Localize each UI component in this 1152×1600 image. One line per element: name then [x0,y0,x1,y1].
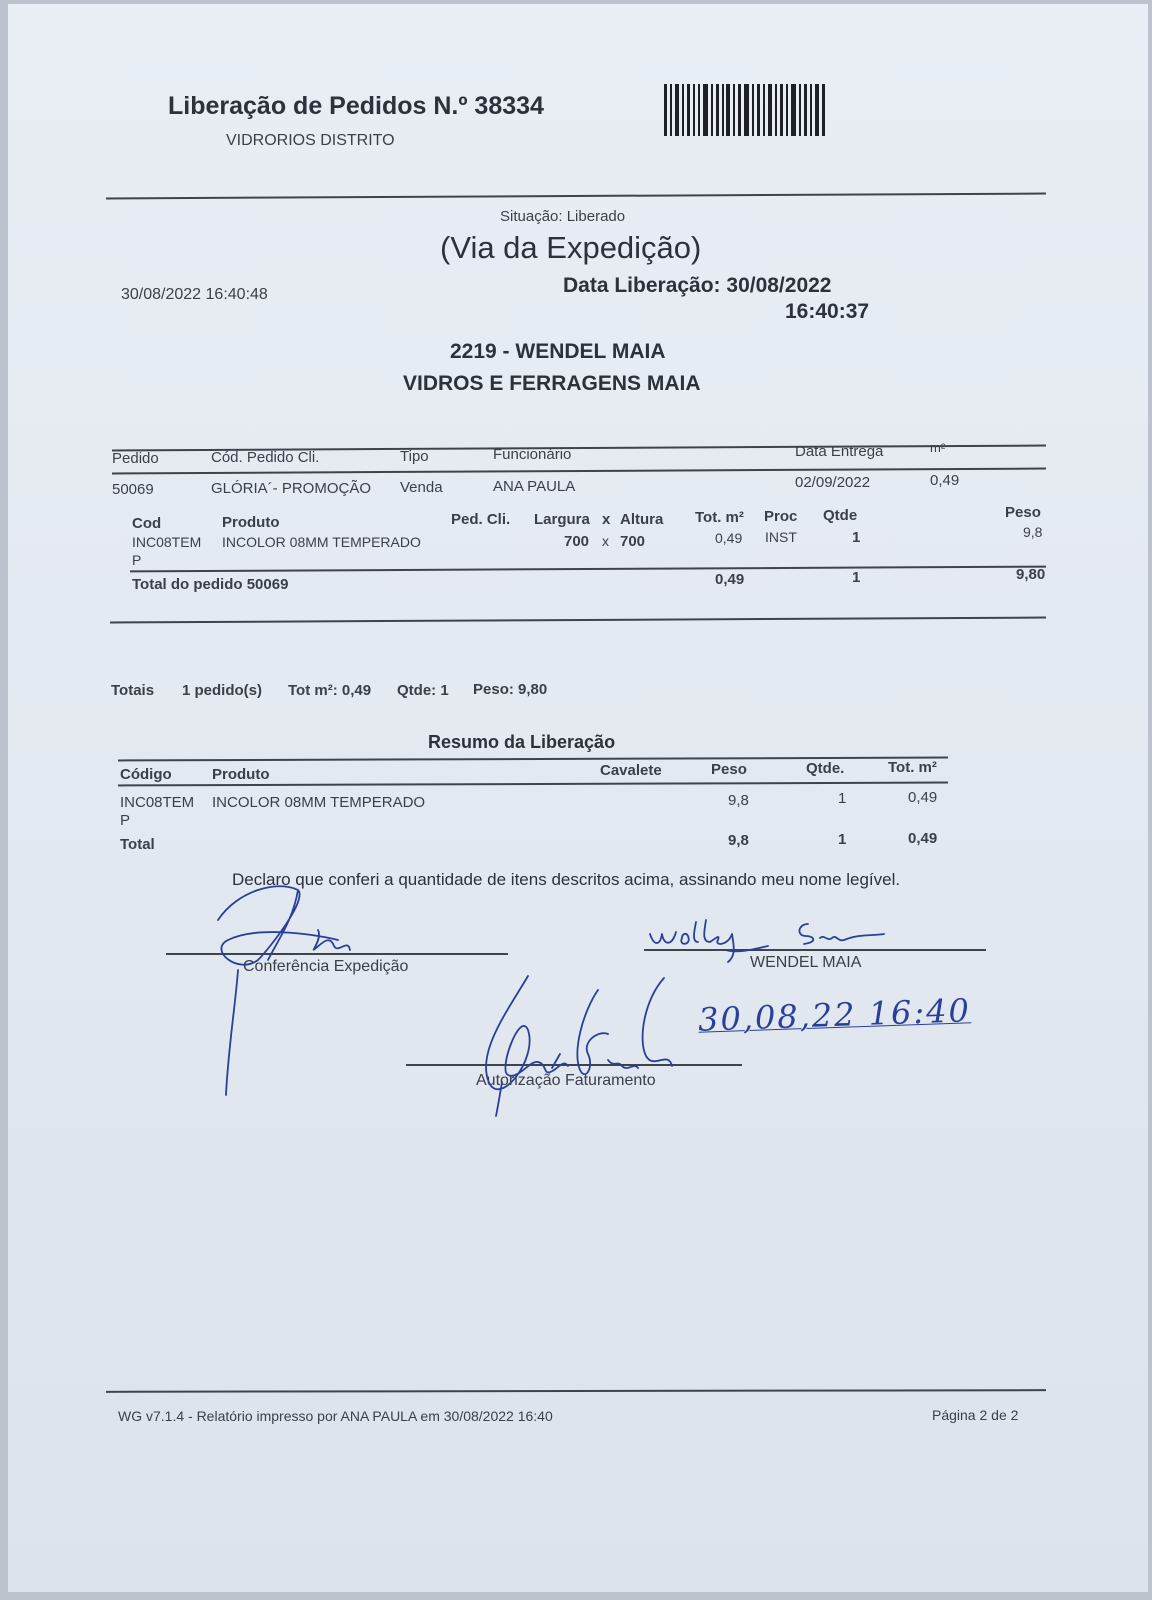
totais-qtde: Qtde: 1 [397,682,449,699]
item-col-x: x [602,511,611,528]
col-tipo: Tipo [400,448,429,465]
item-altura: 700 [620,533,646,550]
resumo-total-label: Total [120,836,155,853]
row-m2: 0,49 [930,472,960,489]
col-funcionario: Funcionário [493,446,572,463]
resumo-col-codigo: Código [120,766,172,783]
declaration-text: Declaro que conferi a quantidade de itens descritos acima, assinando meu nome legível. [232,870,901,889]
item-col-tot-m2: Tot. m² [695,509,744,526]
handwritten-date: 30,08,22 16:40 [697,991,972,1039]
resumo-total-tot-m2: 0,49 [908,830,938,847]
col-m2: m² [930,440,946,455]
autorizacao-signature [468,970,698,1120]
conferencia-signature [198,880,378,1100]
row-pedido: 50069 [112,481,154,498]
resumo-col-cavalete: Cavalete [600,762,662,779]
order-total-peso: 9,80 [1016,566,1046,583]
item-col-cod: Cod [132,515,162,532]
client-code-name: 2219 - WENDEL MAIA [450,340,666,363]
page-number: Página 2 de 2 [932,1407,1019,1423]
item-col-proc: Proc [764,508,798,525]
item-cod-line1: INC08TEM [132,534,202,550]
resumo-total-qtde: 1 [838,831,847,848]
footer-left: WG v7.1.4 - Relatório impresso por ANA PAULA em 30/08/2022 16:40 [118,1408,553,1424]
item-x: x [602,533,609,549]
cliente-caption: WENDEL MAIA [750,954,862,971]
order-header-rule [112,468,1046,475]
totais-label: Totais [111,682,155,699]
resumo-col-tot-m2: Tot. m² [888,759,937,776]
resumo-codigo-line2: P [120,812,131,829]
resumo-title: Resumo da Liberação [428,732,616,752]
item-col-ped-cli: Ped. Cli. [451,511,511,528]
item-col-largura: Largura [534,511,590,528]
row-tipo: Venda [400,479,443,496]
data-liberacao-time: 16:40:37 [785,300,870,323]
autorizacao-caption: Autorização Faturamento [476,1072,656,1089]
totais-pedidos: 1 pedido(s) [182,682,263,699]
situacao-text: Situação: Liberado [500,208,626,225]
totais-peso: Peso: 9,80 [473,681,548,698]
item-tot-m2: 0,49 [715,530,743,546]
document-title: Liberação de Pedidos N.º 38334 [168,92,544,120]
order-table-bottom-rule [110,617,1046,624]
print-datetime: 30/08/2022 16:40:48 [121,286,268,303]
document-page [8,4,1148,1592]
item-produto: INCOLOR 08MM TEMPERADO [222,534,421,550]
via-title: (Via da Expedição) [440,230,702,265]
company-name: VIDRORIOS DISTRITO [226,132,395,149]
totais-m2: Tot m²: 0,49 [288,682,372,699]
col-pedido: Pedido [112,450,159,467]
resumo-qtde: 1 [838,790,847,807]
resumo-codigo-line1: INC08TEM [120,794,195,811]
conferencia-caption: Conferência Expedição [243,958,409,975]
resumo-peso: 9,8 [728,792,749,809]
order-total-label: Total do pedido 50069 [132,576,289,593]
client-company: VIDROS E FERRAGENS MAIA [403,372,701,395]
order-total-qtde: 1 [852,569,861,586]
header-divider [106,193,1046,200]
item-col-qtde: Qtde [823,507,858,524]
item-cod-line2: P [132,552,142,568]
item-peso: 9,8 [1023,524,1043,540]
row-cod-pedido-cli: GLÓRIA´- PROMOÇÃO [211,480,372,497]
resumo-produto: INCOLOR 08MM TEMPERADO [212,794,426,811]
col-data-entrega: Data Entrega [795,443,884,460]
resumo-col-produto: Produto [212,766,270,783]
barcode [664,84,828,136]
item-col-altura: Altura [620,511,664,528]
col-cod-pedido-cli: Cód. Pedido Cli. [211,449,320,466]
footer-rule [106,1389,1046,1393]
resumo-col-qtde: Qtde. [806,760,845,777]
resumo-col-peso: Peso [711,761,747,778]
order-total-m2: 0,49 [715,571,745,588]
resumo-total-peso: 9,8 [728,832,749,849]
data-liberacao: Data Liberação: 30/08/2022 [563,274,832,297]
item-proc: INST [765,529,797,545]
item-col-produto: Produto [222,514,280,531]
row-funcionario: ANA PAULA [493,478,576,495]
row-data-entrega: 02/09/2022 [795,474,871,491]
cliente-signature [648,912,908,972]
item-col-peso: Peso [1005,504,1041,521]
resumo-tot-m2: 0,49 [908,789,938,806]
item-total-rule [130,566,1046,573]
item-qtde: 1 [852,529,861,546]
item-largura: 700 [564,533,590,550]
